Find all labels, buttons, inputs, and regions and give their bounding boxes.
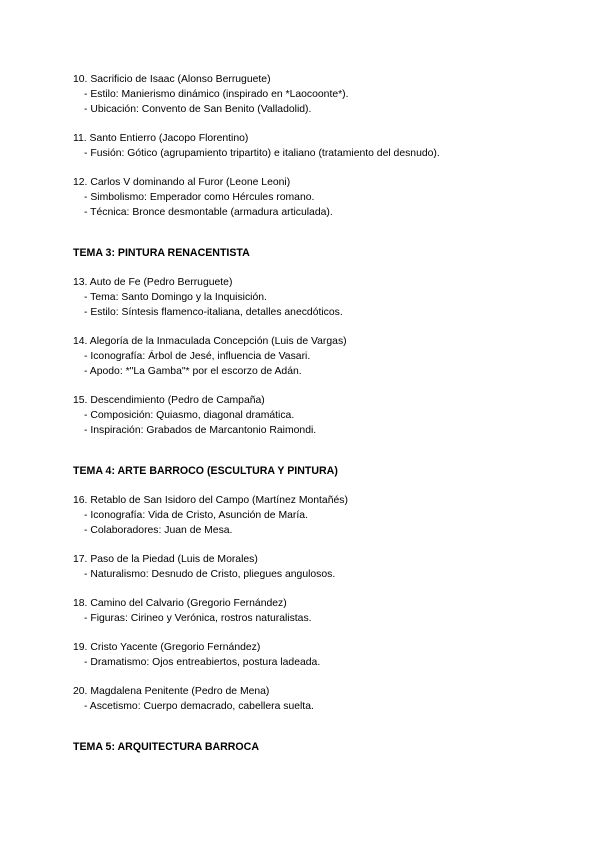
item-detail: - Simbolismo: Emperador como Hércules romano. — [84, 192, 315, 203]
item-detail: - Tema: Santo Domingo y la Inquisición. — [84, 292, 267, 303]
item-detail: - Composición: Quiasmo, diagonal dramática. — [84, 410, 295, 421]
item-heading: 20. Magdalena Penitente (Pedro de Mena) — [73, 686, 270, 697]
item-detail: - Figuras: Cirineo y Verónica, rostros naturalistas. — [84, 613, 312, 624]
item-heading: 13. Auto de Fe (Pedro Berruguete) — [73, 277, 233, 288]
item-detail: - Ascetismo: Cuerpo demacrado, cabellera suelta. — [84, 701, 314, 712]
item-heading: 12. Carlos V dominando al Furor (Leone Leoni) — [73, 177, 291, 188]
list-item — [73, 175, 573, 220]
section-title: TEMA 4: ARTE BARROCO (ESCULTURA Y PINTURA) — [73, 465, 338, 477]
list-item — [73, 684, 573, 714]
item-detail: - Apodo: *"La Gamba"* por el escorzo de Adán. — [84, 366, 302, 377]
list-item — [73, 596, 573, 626]
list-item — [73, 493, 573, 538]
item-heading: 10. Sacrificio de Isaac (Alonso Berruguete) — [73, 74, 271, 85]
item-detail: - Inspiración: Grabados de Marcantonio Raimondi. — [84, 425, 317, 436]
item-heading: 16. Retablo de San Isidoro del Campo (Martínez Montañés) — [73, 495, 348, 506]
item-heading: 15. Descendimiento (Pedro de Campaña) — [73, 395, 265, 406]
item-heading: 17. Paso de la Piedad (Luis de Morales) — [73, 554, 258, 565]
list-item — [73, 72, 573, 117]
item-heading: 11. Santo Entierro (Jacopo Florentino) — [73, 133, 249, 144]
item-detail: - Naturalismo: Desnudo de Cristo, pliegues angulosos. — [84, 569, 336, 580]
list-item — [73, 334, 573, 379]
item-heading: 19. Cristo Yacente (Gregorio Fernández) — [73, 642, 261, 653]
item-detail: - Dramatismo: Ojos entreabiertos, postura ladeada. — [84, 657, 321, 668]
item-detail: - Colaboradores: Juan de Mesa. — [84, 525, 233, 536]
list-item — [73, 640, 573, 670]
item-detail: - Iconografía: Vida de Cristo, Asunción de María. — [84, 510, 308, 521]
list-item — [73, 131, 573, 161]
item-detail: - Iconografía: Árbol de Jesé, influencia de Vasari. — [84, 351, 311, 362]
item-heading: 18. Camino del Calvario (Gregorio Fernández) — [73, 598, 287, 609]
section-title: TEMA 5: ARQUITECTURA BARROCA — [73, 741, 259, 753]
document-page — [73, 72, 573, 755]
item-heading: 14. Alegoría de la Inmaculada Concepción (Luis de Vargas) — [73, 336, 347, 347]
item-detail: - Estilo: Manierismo dinámico (inspirado en *Laocoonte*). — [84, 89, 349, 100]
item-detail: - Ubicación: Convento de San Benito (Valladolid). — [84, 104, 312, 115]
list-item — [73, 552, 573, 582]
section-title: TEMA 3: PINTURA RENACENTISTA — [73, 247, 250, 259]
item-detail: - Estilo: Síntesis flamenco-italiana, detalles anecdóticos. — [84, 307, 343, 318]
list-item — [73, 275, 573, 320]
item-detail: - Fusión: Gótico (agrupamiento tripartito) e italiano (tratamiento del desnudo). — [84, 148, 440, 159]
list-item — [73, 393, 573, 438]
item-detail: - Técnica: Bronce desmontable (armadura articulada). — [84, 207, 333, 218]
